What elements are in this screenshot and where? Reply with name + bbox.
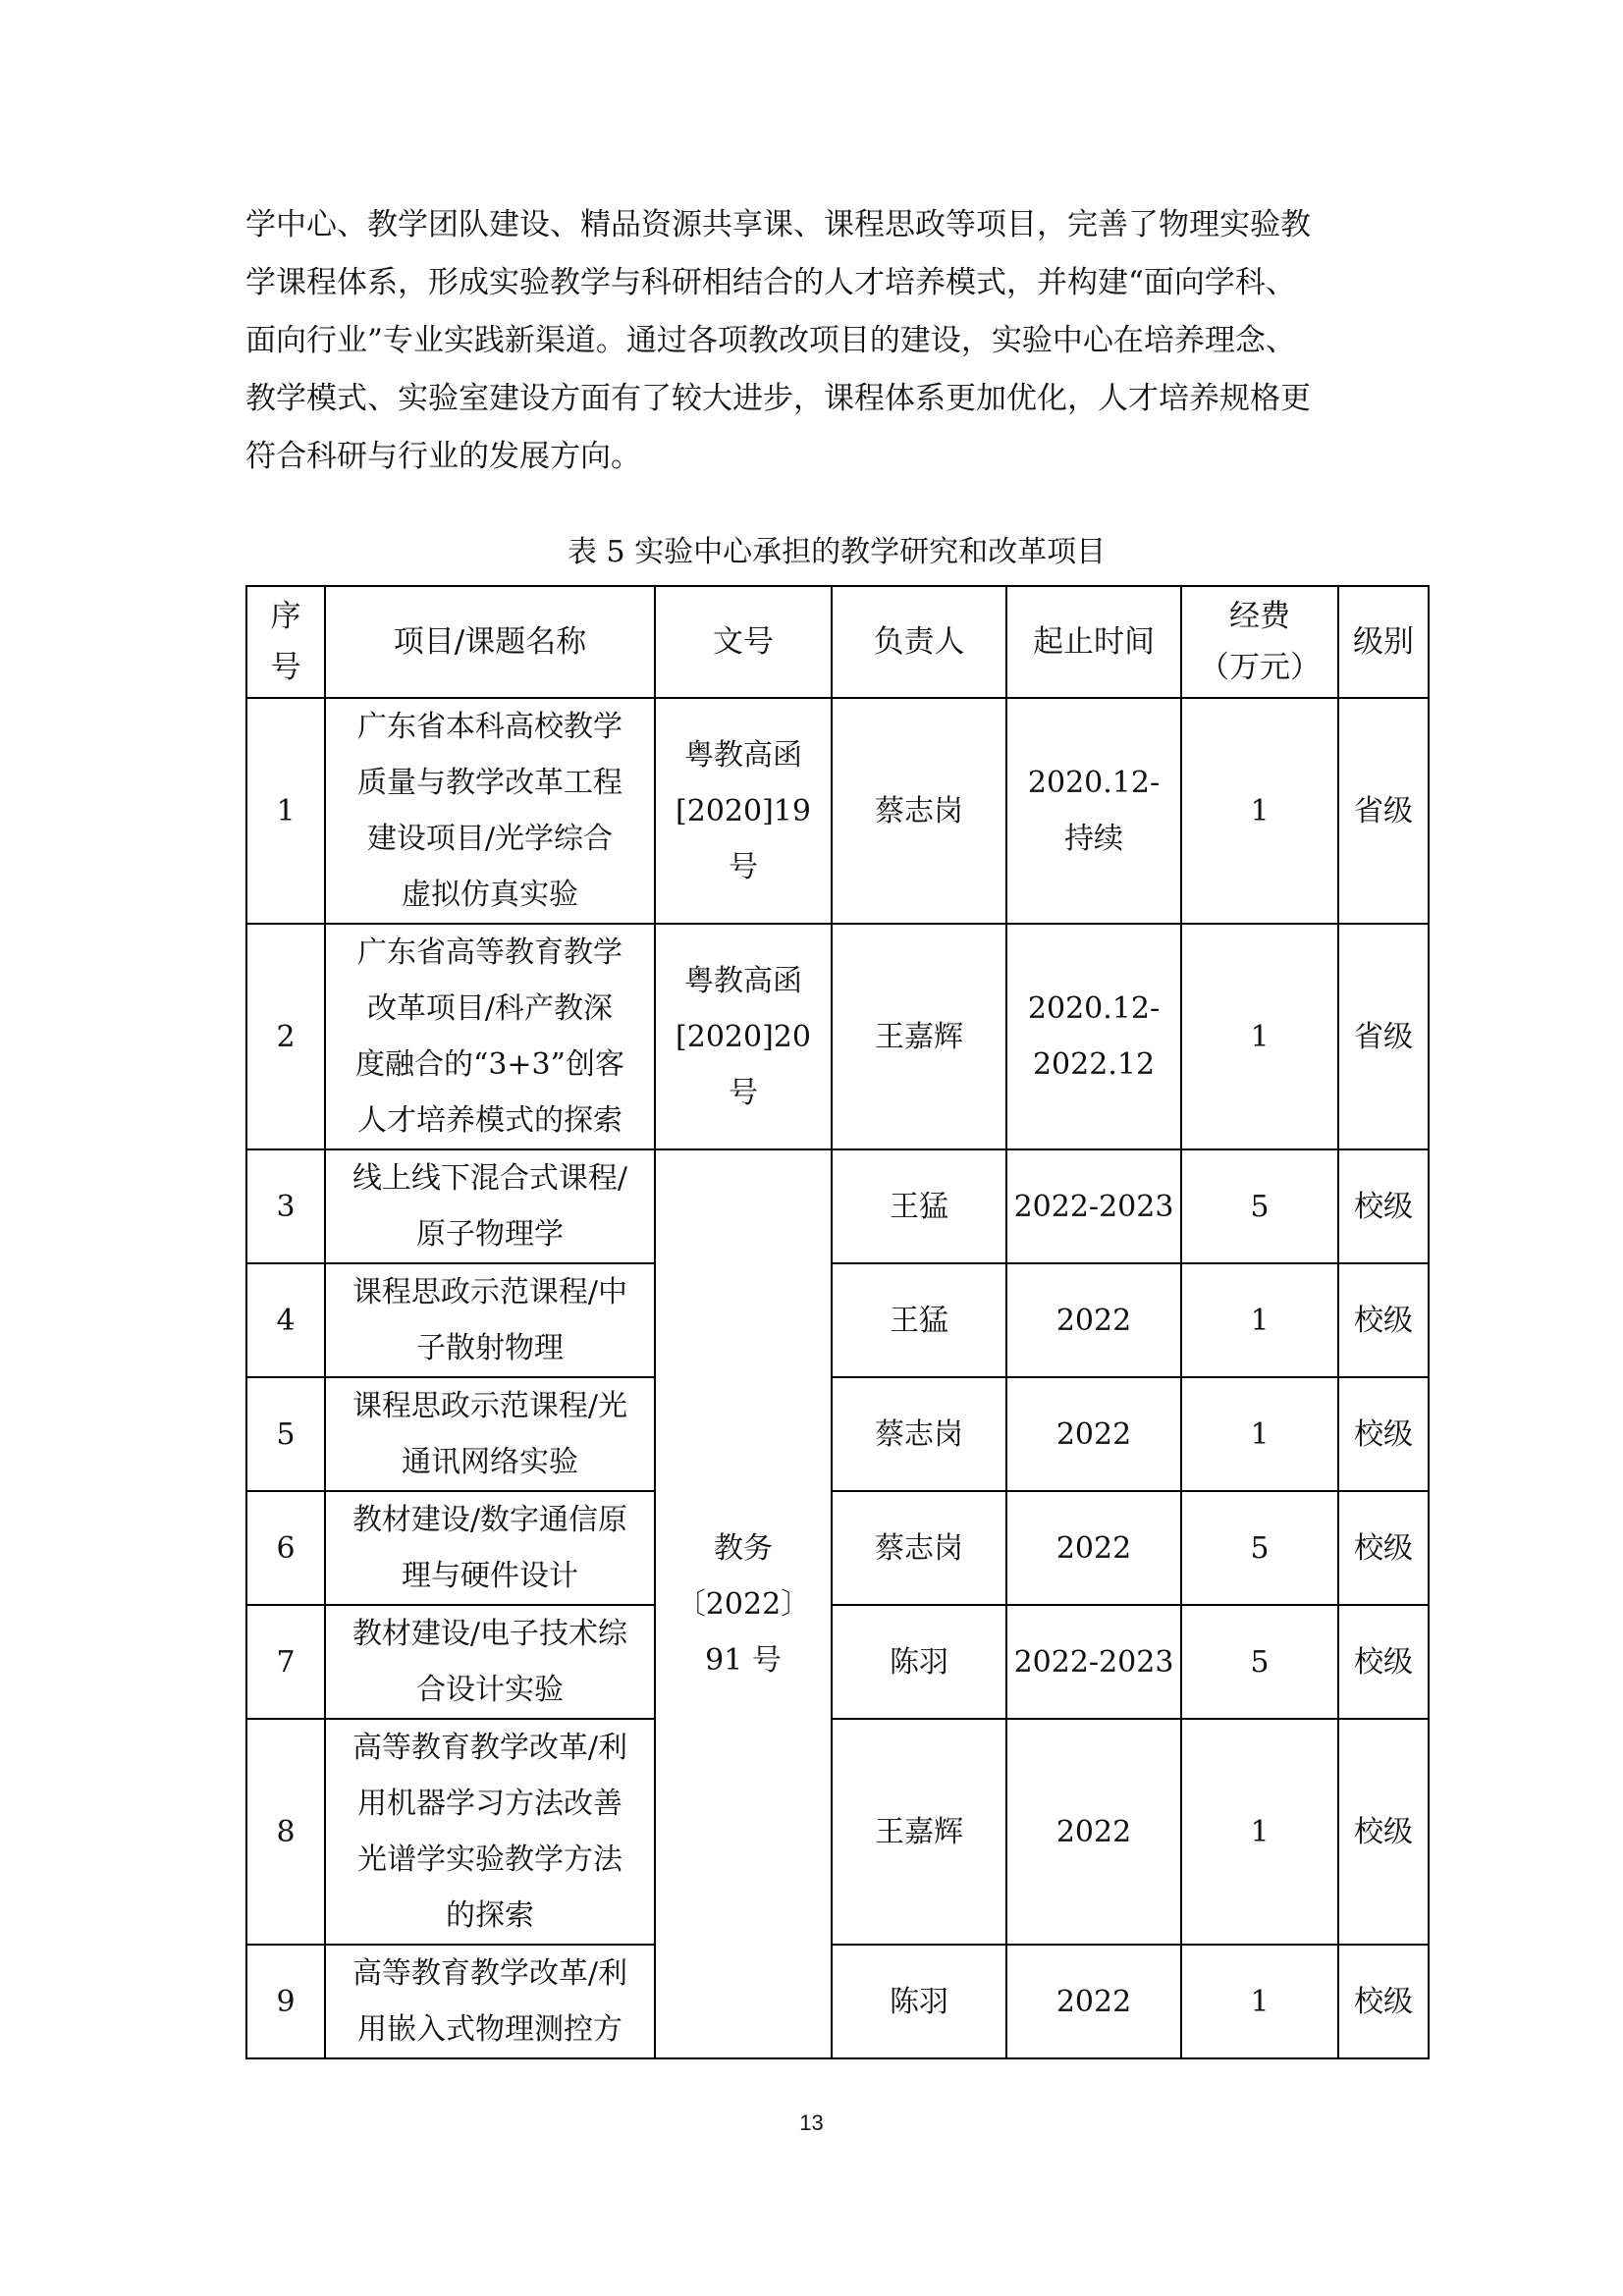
row-index: 2 — [246, 924, 325, 1149]
row-funds: 1 — [1181, 1377, 1338, 1491]
row-leader: 陈羽 — [832, 1945, 1006, 2058]
table-row — [246, 1149, 1429, 1263]
row-period: 2022 — [1006, 1263, 1181, 1377]
row-leader: 陈羽 — [832, 1605, 1006, 1719]
row-funds: 5 — [1181, 1491, 1338, 1605]
row-funds: 5 — [1181, 1605, 1338, 1719]
table-row — [246, 698, 1429, 924]
row-level: 校级 — [1338, 1719, 1429, 1945]
body-paragraph — [245, 196, 1384, 486]
header-name: 项目/课题名称 — [325, 586, 655, 698]
table-row — [246, 924, 1429, 1149]
row-level: 省级 — [1338, 698, 1429, 924]
page-number: 13 — [799, 2110, 824, 2135]
row-period: 2022 — [1006, 1719, 1181, 1945]
projects-table — [245, 585, 1430, 2059]
row-funds: 1 — [1181, 1263, 1338, 1377]
row-level: 校级 — [1338, 1263, 1429, 1377]
header-index: 序 号 — [246, 586, 325, 698]
row-leader: 蔡志岗 — [832, 1491, 1006, 1605]
table-row — [246, 1377, 1429, 1491]
table-row — [246, 1491, 1429, 1605]
row-period: 2022-2023 — [1006, 1605, 1181, 1719]
row-doc-no: 粤教高函 [2020]20 号 — [655, 924, 832, 1149]
row-leader: 王猛 — [832, 1149, 1006, 1263]
header-level: 级别 — [1338, 586, 1429, 698]
row-index: 3 — [246, 1149, 325, 1263]
row-index: 5 — [246, 1377, 325, 1491]
row-period: 2022 — [1006, 1377, 1181, 1491]
paragraph-line: 教学模式、实验室建设方面有了较大进步，课程体系更加优化，人才培养规格更 — [245, 381, 1311, 416]
paragraph-line: 学课程体系，形成实验教学与科研相结合的人才培养模式，并构建“面向学科、 — [245, 265, 1296, 300]
row-period: 2022-2023 — [1006, 1149, 1181, 1263]
row-funds: 1 — [1181, 1945, 1338, 2058]
row-level: 校级 — [1338, 1945, 1429, 2058]
paragraph-line: 面向行业”专业实践新渠道。通过各项教改项目的建设，实验中心在培养理念、 — [245, 323, 1296, 358]
table-row — [246, 1605, 1429, 1719]
row-level: 校级 — [1338, 1149, 1429, 1263]
table-header-row — [246, 586, 1429, 698]
table-caption: 表 5 实验中心承担的教学研究和改革项目 — [567, 535, 1107, 569]
row-project-name: 广东省本科高校教学 质量与教学改革工程 建设项目/光学综合 虚拟仿真实验 — [325, 698, 655, 924]
row-project-name: 教材建设/数字通信原 理与硬件设计 — [325, 1491, 655, 1605]
paragraph-line: 符合科研与行业的发展方向。 — [245, 439, 641, 474]
row-index: 9 — [246, 1945, 325, 2058]
row-leader: 王嘉辉 — [832, 1719, 1006, 1945]
row-project-name: 教材建设/电子技术综 合设计实验 — [325, 1605, 655, 1719]
row-leader: 王嘉辉 — [832, 924, 1006, 1149]
row-index: 8 — [246, 1719, 325, 1945]
header-period: 起止时间 — [1006, 586, 1181, 698]
row-project-name: 广东省高等教育教学 改革项目/科产教深 度融合的“3+3”创客 人才培养模式的探索 — [325, 924, 655, 1149]
table-row — [246, 1263, 1429, 1377]
table-row — [246, 1719, 1429, 1945]
table-row — [246, 1945, 1429, 2058]
paragraph-line: 学中心、教学团队建设、精品资源共享课、课程思政等项目，完善了物理实验教 — [245, 207, 1311, 242]
row-period: 2020.12- 2022.12 — [1006, 924, 1181, 1149]
row-funds: 5 — [1181, 1149, 1338, 1263]
row-project-name: 课程思政示范课程/中 子散射物理 — [325, 1263, 655, 1377]
row-project-name: 高等教育教学改革/利 用机器学习方法改善 光谱学实验教学方法 的探索 — [325, 1719, 655, 1945]
row-index: 1 — [246, 698, 325, 924]
row-level: 省级 — [1338, 924, 1429, 1149]
row-level: 校级 — [1338, 1605, 1429, 1719]
row-doc-no: 粤教高函 [2020]19 号 — [655, 698, 832, 924]
row-index: 7 — [246, 1605, 325, 1719]
row-period: 2020.12- 持续 — [1006, 698, 1181, 924]
row-level: 校级 — [1338, 1491, 1429, 1605]
row-funds: 1 — [1181, 1719, 1338, 1945]
row-project-name: 课程思政示范课程/光 通讯网络实验 — [325, 1377, 655, 1491]
shared-doc-no: 教务 〔2022〕 91 号 — [655, 1149, 832, 2058]
row-funds: 1 — [1181, 924, 1338, 1149]
header-leader: 负责人 — [832, 586, 1006, 698]
header-funds: 经费 （万元） — [1181, 586, 1338, 698]
row-funds: 1 — [1181, 698, 1338, 924]
row-level: 校级 — [1338, 1377, 1429, 1491]
row-index: 6 — [246, 1491, 325, 1605]
row-project-name: 线上线下混合式课程/ 原子物理学 — [325, 1149, 655, 1263]
row-period: 2022 — [1006, 1945, 1181, 2058]
row-project-name: 高等教育教学改革/利 用嵌入式物理测控方 — [325, 1945, 655, 2058]
header-doc-no: 文号 — [655, 586, 832, 698]
row-index: 4 — [246, 1263, 325, 1377]
row-period: 2022 — [1006, 1491, 1181, 1605]
row-leader: 蔡志岗 — [832, 1377, 1006, 1491]
row-leader: 蔡志岗 — [832, 698, 1006, 924]
row-leader: 王猛 — [832, 1263, 1006, 1377]
